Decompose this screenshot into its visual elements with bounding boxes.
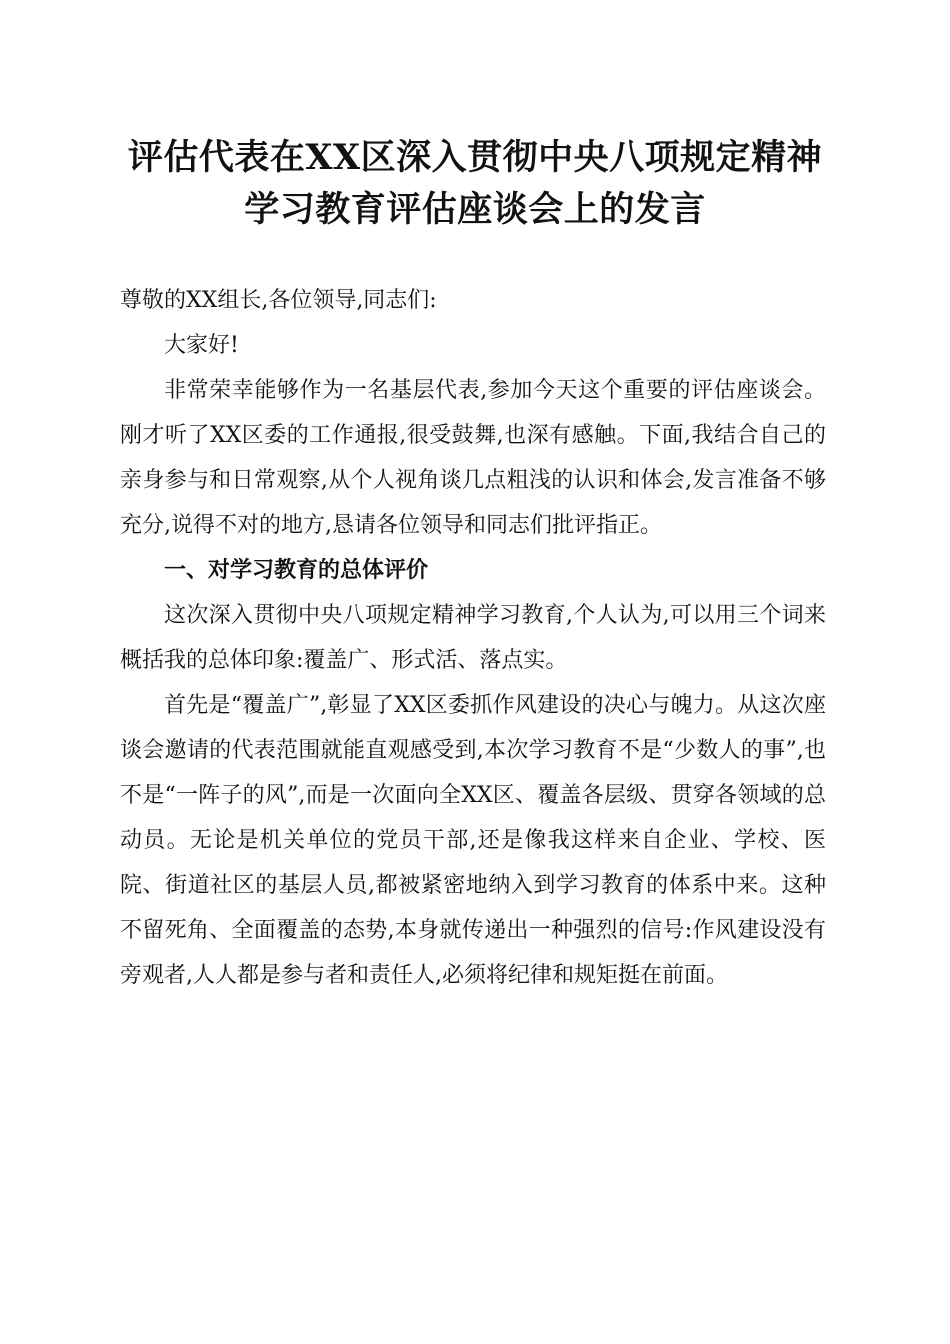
document-body (120, 278, 826, 998)
greeting: 大家好! (164, 333, 239, 358)
title-line-1: 评估代表在XX区深入贯彻中央八项规定精神 (127, 137, 823, 178)
section1-paragraph-1: 这次深入贯彻中央八项规定精神学习教育,个人认为,可以用三个词来概括我的总体印象:覆盖广、形式活、落点实。 (120, 603, 826, 673)
section1-paragraph-2: 首先是“覆盖广”,彰显了XX区委抓作风建设的决心与魄力。从这次座谈会邀请的代表范围就能直观感受到,本次学习教育不是“少数人的事”,也不是“一阵子的风”,而是一次面向全XX区、覆盖各层级、贯穿各领域的总动员。无论是机关单位的党员干部,还是像我这样来自企业、学校、医院、街道社区的基层人员,都被紧密地纳入到学习教育的体系中来。这种不留死角、全面覆盖的态势,本身就传递出一种强烈的信号:作风建设没有旁观者,人人都是参与者和责任人,必须将纪律和规矩挺在前面。 (120, 693, 826, 988)
intro-paragraph: 非常荣幸能够作为一名基层代表,参加今天这个重要的评估座谈会。刚才听了XX区委的工作通报,很受鼓舞,也深有感触。下面,我结合自己的亲身参与和日常观察,从个人视角谈几点粗浅的认识和体会,发言准备不够充分,说得不对的地方,恳请各位领导和同志们批评指正。 (120, 378, 826, 538)
section-heading-1: 一、对学习教育的总体评价 (164, 558, 429, 583)
title-line-2: 学习教育评估座谈会上的发言 (244, 189, 706, 230)
salutation: 尊敬的XX组长,各位领导,同志们: (120, 288, 437, 313)
document-title (80, 132, 870, 236)
